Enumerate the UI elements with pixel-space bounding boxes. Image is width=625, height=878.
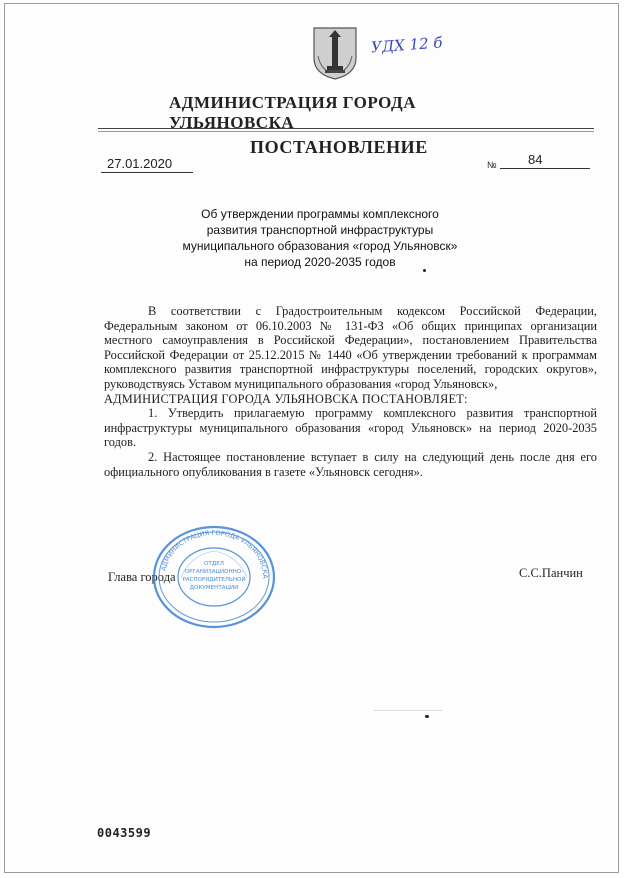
title-line: развития транспортной инфраструктуры [206, 223, 434, 237]
document-number: 84 [528, 152, 543, 167]
handwritten-note: УДХ 12 б [370, 33, 444, 57]
speck [425, 715, 429, 718]
speck [423, 269, 426, 272]
number-underline [500, 168, 590, 169]
seal-line: ОРГАНИЗАЦИОННО- [184, 569, 244, 575]
signer-name: С.С.Панчин [519, 566, 583, 580]
document-page [4, 3, 619, 873]
seal-line: ДОКУМЕНТАЦИИ [189, 585, 239, 591]
title-line: на период 2020-2035 годов [244, 255, 396, 269]
title-line: муниципального образования «город Ульяновск» [182, 239, 458, 253]
document-title [175, 206, 465, 270]
coat-of-arms-icon [312, 26, 358, 81]
official-seal [151, 525, 277, 629]
document-date: 27.01.2020 [107, 156, 173, 171]
seal-ring-text: АДМИНИСТРАЦИЯ ГОРОДА УЛЬЯНОВСКА [159, 528, 270, 579]
organization-name: АДМИНИСТРАЦИЯ ГОРОДА УЛЬЯНОВСКА [169, 93, 417, 132]
signature-label: Глава города [108, 570, 176, 584]
item-1: 1. Утвердить прилагаемую программу комплексного развития транспортной инфраструктуры муниципального образования «город Ульяновск» на период 2020-2035 годов. [104, 406, 597, 450]
serial-number: 0043599 [97, 826, 152, 840]
header-divider-bottom [98, 131, 594, 132]
number-label: № [487, 160, 497, 170]
resolves-line: АДМИНИСТРАЦИЯ ГОРОДА УЛЬЯНОВСКА ПОСТАНОВЛЯЕТ: [104, 391, 468, 406]
item-2: 2. Настоящее постановление вступает в силу на следующий день после дня его официального опубликования в газете «Ульяновск сегодня». [104, 449, 597, 479]
header-divider-top [98, 128, 594, 129]
faint-mark [373, 710, 443, 711]
document-body [104, 304, 597, 479]
seal-line: РАСПОРЯДИТЕЛЬНОЙ [182, 577, 246, 583]
document-type: ПОСТАНОВЛЕНИЕ [250, 137, 428, 157]
title-line: Об утверждении программы комплексного [201, 207, 439, 221]
preamble-paragraph: В соответствии с Градостроительным кодексом Российской Федерации, Федеральным законом от 06.10.2003 № 131-ФЗ «Об общих принципах организации местного самоуправления в Российской Федерации», постановлением Правительства Российской Федерации от 25.12.2015 № 1440 «Об утверждении требований к программам комплексного развития транспортной инфраструктуры поселений, городских округов», руководствуясь Уставом муниципального образования «город Ульяновск», [104, 304, 597, 391]
date-underline [101, 172, 193, 173]
seal-line: ОТДЕЛ [204, 561, 224, 567]
